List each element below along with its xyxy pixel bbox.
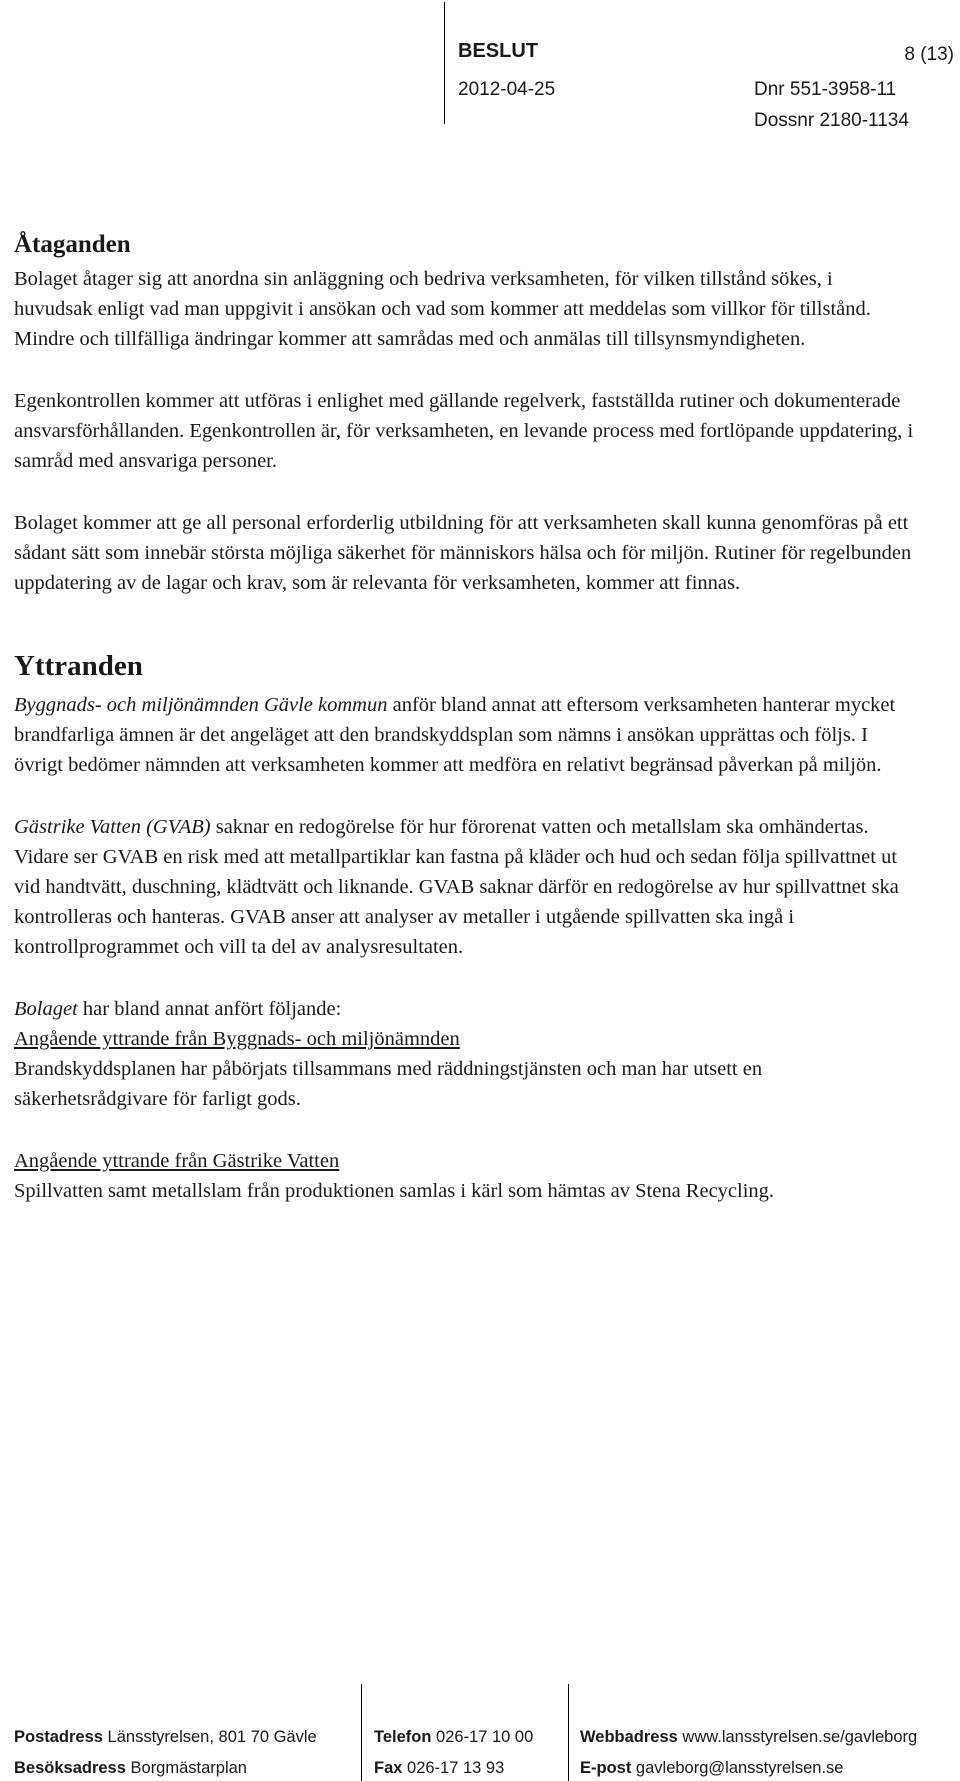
company-response xyxy=(14,994,914,1114)
footer-label: Postadress xyxy=(14,1728,103,1746)
footer-divider xyxy=(361,1684,362,1781)
footer-value: Borgmästarplan xyxy=(125,1759,247,1777)
decision-date: 2012-04-25 xyxy=(458,79,556,100)
footer-besoksadress xyxy=(14,1758,247,1778)
paragraph: Egenkontrollen kommer att utföras i enlighet med gällande regelverk, fastställda rutiner och dokumenterade ansvarsförhållanden. Egenkontrollen är, för verksamheten, en levande process med fortlöpande uppdatering, i samråd med ansvariga personer. xyxy=(14,390,914,472)
footer-value: gavleborg@lansstyrelsen.se xyxy=(631,1759,844,1777)
paragraph xyxy=(14,690,914,780)
footer-label: Besöksadress xyxy=(14,1759,126,1777)
document-body xyxy=(14,228,914,1206)
footer-value: 026-17 13 93 xyxy=(402,1759,505,1777)
subheading-gastrike-vatten: Angående yttrande från Gästrike Vatten xyxy=(14,1150,340,1172)
diary-number: Dnr 551-3958-11 xyxy=(754,79,897,100)
footer-divider xyxy=(568,1684,569,1781)
section-heading-yttranden: Yttranden xyxy=(14,650,143,682)
paragraph: Bolaget åtager sig att anordna sin anläggning och bedriva verksamheten, för vilken tillstånd sökes, i huvudsak enligt vad man uppgivit i ansökan och vad som kommer att meddelas som villkor för tillstånd. Mindre och tillfälliga ändringar kommer att samrådas med och anmälas till tillsynsmyndigheten. xyxy=(14,268,871,350)
footer xyxy=(0,1684,960,1781)
footer-label: Fax xyxy=(374,1759,403,1777)
footer-fax xyxy=(374,1758,504,1778)
footer-postadress xyxy=(14,1727,317,1747)
footer-epost xyxy=(580,1758,843,1778)
subheading-byggnads: Angående yttrande från Byggnads- och miljönämnden xyxy=(14,1028,460,1050)
footer-webbadress xyxy=(580,1727,917,1747)
intro-text: har bland annat anfört följande: xyxy=(77,998,342,1020)
paragraph xyxy=(14,812,914,962)
response-text-gastrike-vatten: Spillvatten samt metallslam från produktionen samlas i kärl som hämtas av Stena Recycling. xyxy=(14,1180,775,1202)
response-text-byggnads: Brandskyddsplanen har påbörjats tillsammans med räddningstjänsten och man har utsett en säkerhetsrådgivare för farligt gods. xyxy=(14,1058,763,1110)
footer-value: 026-17 10 00 xyxy=(431,1728,534,1746)
authority-name: Byggnads- och miljönämnden Gävle kommun xyxy=(14,694,388,716)
footer-value: Länsstyrelsen, 801 70 Gävle xyxy=(102,1728,317,1746)
footer-value: www.lansstyrelsen.se/gavleborg xyxy=(677,1728,918,1746)
footer-telefon xyxy=(374,1727,533,1747)
footer-label: Webbadress xyxy=(580,1728,678,1746)
paragraph-text: saknar en redogörelse för hur förorenat vatten och metallslam ska omhändertas. Vidare ser GVAB en risk med att metallpartiklar kan fastna på kläder och hud och sedan följa spillvattnet ut vid handtvätt, duschning, klädtvätt och liknande. GVAB saknar därför en redogörelse av hur spillvattnet ska kontrolleras och hanteras. GVAB anser att analyser av metaller i utgående spillvatten ska ingå i kontrollprogrammet och vill ta del av analysresultaten. xyxy=(14,816,899,958)
footer-label: Telefon xyxy=(374,1728,432,1746)
paragraph: Bolaget kommer att ge all personal erforderlig utbildning för att verksamheten skall kunna genomföras på ett sådant sätt som innebär största möjliga säkerhet för människors hälsa och för miljön. Rutiner för regelbunden uppdatering av de lagar och krav, som är relevanta för verksamheten, kommer att finnas. xyxy=(14,512,912,594)
company-response-intro xyxy=(14,994,914,1024)
dossier-number: Dossnr 2180-1134 xyxy=(754,110,909,131)
paragraph-text: anför bland annat att eftersom verksamheten hanterar mycket brandfarliga ämnen är det angeläget att den brandskyddsplan som nämns i ansökan upprättas och följs. I övrigt bedömer nämnden att verksamheten kommer att medföra en relativt begränsad påverkan på miljön. xyxy=(14,694,896,776)
section-heading-ataganden: Åtaganden xyxy=(14,231,131,258)
footer-label: E-post xyxy=(580,1759,632,1777)
page-number: 8 (13) xyxy=(904,44,954,65)
company-response-gvab xyxy=(14,1146,914,1206)
authority-name: Gästrike Vatten (GVAB) xyxy=(14,816,211,838)
section-yttranden xyxy=(14,647,914,1206)
header-divider xyxy=(444,2,445,124)
section-ataganden xyxy=(14,228,914,598)
document-type: BESLUT xyxy=(458,40,538,62)
company-name: Bolaget xyxy=(14,998,78,1020)
